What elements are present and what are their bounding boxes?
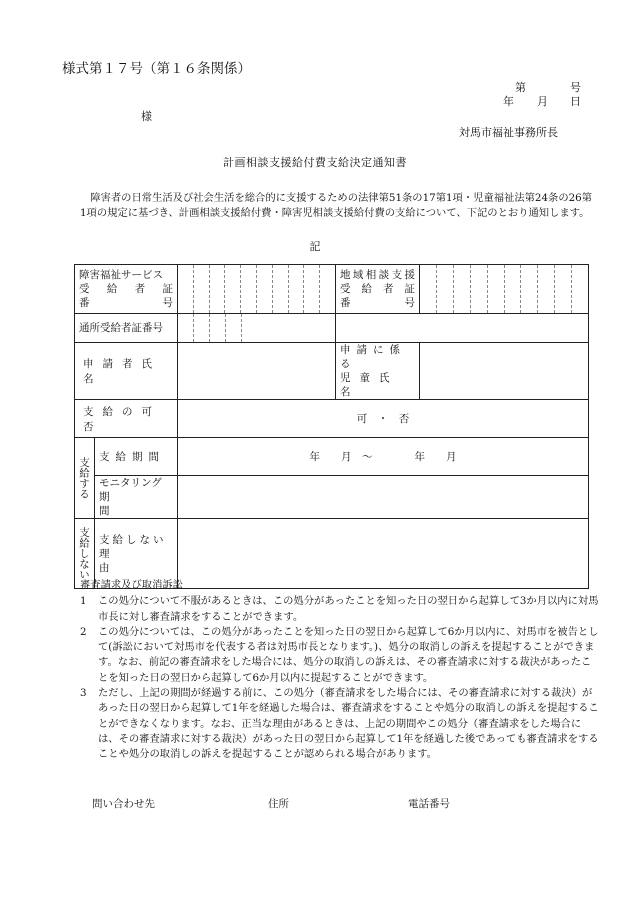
daycare-cert-digits[interactable] — [178, 314, 336, 343]
date-year: 年 — [503, 95, 514, 108]
monitoring-value[interactable] — [178, 476, 589, 519]
decision-table — [74, 264, 589, 589]
applicant-name-label: 申請者氏名 — [75, 343, 178, 400]
appeal-item-number: 2 — [80, 625, 87, 638]
appeal-heading: 審査請求及び取消訴訟 — [80, 579, 183, 591]
grant-group-text: 支給する — [78, 457, 90, 499]
nogrant-group-text: 支給しない — [78, 527, 90, 580]
welfare-cert-digits[interactable] — [178, 265, 336, 314]
appeal-section — [80, 578, 600, 763]
period-row — [75, 438, 589, 476]
address-label: 住所 — [268, 798, 289, 810]
inquiry-label: 問い合わせ先 — [92, 798, 155, 810]
reason-line1: 支給しない — [99, 533, 167, 546]
form-number: 様式第１７号（第１６条関係） — [62, 61, 251, 77]
intro-paragraph: 障害者の日常生活及び社会生活を総合的に支援するための法律第51条の17第1項・児童福祉法第24条の26第1項の規定に基づき、計画相談支援給付費・障害児相談支援給付費の支給について、下記のとおり通知します。 — [80, 192, 593, 219]
approval-label: 支給の可否 — [75, 400, 178, 438]
issuer: 対馬市福祉事務所長 — [459, 126, 558, 139]
monitoring-label — [95, 476, 178, 519]
monitoring-line2: 期間 — [99, 491, 146, 517]
community-cert-line1: 地 域 相 談 支 援 — [340, 269, 415, 281]
child-name-value[interactable] — [420, 343, 589, 400]
document-title: 計画相談支援給付費支給決定通知書 — [223, 156, 407, 169]
appeal-item-number: 3 — [80, 687, 87, 700]
monitoring-line1: モニタリング — [99, 477, 162, 489]
welfare-cert-line3: 番 号 — [79, 297, 173, 309]
period-label: 支給期間 — [95, 438, 178, 476]
applicant-name-value[interactable] — [178, 343, 336, 400]
ki-marker: 記 — [309, 240, 321, 253]
reason-line2: 理由 — [99, 547, 146, 574]
cert-number-row — [75, 265, 589, 314]
daycare-cert-row — [75, 314, 589, 343]
monitoring-row — [75, 476, 589, 519]
date-day: 日 — [570, 95, 581, 108]
appeal-item-number: 1 — [80, 595, 87, 608]
number-go: 号 — [570, 81, 581, 94]
daycare-cert-label: 通所受給者証番号 — [75, 314, 178, 343]
welfare-cert-line1: 障害福祉サービス — [79, 269, 163, 281]
approval-row — [75, 400, 589, 438]
number-dai: 第 — [515, 81, 526, 94]
appeal-item — [80, 594, 600, 625]
community-cert-line2: 受 給 者 証 — [340, 283, 415, 295]
date-month: 月 — [537, 95, 548, 108]
appeal-item — [80, 686, 600, 762]
daycare-cert-blank — [336, 314, 589, 343]
phone-label: 電話番号 — [408, 798, 450, 810]
applicant-row — [75, 343, 589, 400]
welfare-cert-label — [75, 265, 178, 314]
welfare-cert-line2: 受 給 者 証 — [79, 283, 173, 295]
child-name-label — [336, 343, 420, 400]
approval-value[interactable]: 可 ・ 否 — [178, 400, 589, 438]
child-name-line1: 申請に係る — [340, 344, 406, 370]
recipient-suffix: 様 — [141, 110, 152, 123]
appeal-item-text: この処分について不服があるときは、この処分があったことを知った日の翌日から起算して3か月以内に対馬市長に対し審査請求をすることができます。 — [98, 595, 599, 623]
child-name-line2: 児童氏名 — [340, 372, 399, 398]
community-cert-label — [336, 265, 420, 314]
appeal-item — [80, 625, 600, 686]
community-cert-digits[interactable] — [420, 265, 589, 314]
community-cert-line3: 番 号 — [340, 297, 415, 309]
appeal-item-text: ただし、上記の期間が経過する前に、この処分（審査請求をした場合には、その審査請求に対する裁決）があった日の翌日から起算して1年を経過した場合は、審査請求をすることや処分の取消しの訴えを提起することができなくなります。なお、正当な理由があるときは、上記の期間やこの処分（審査請求をした場合には、その審査請求に対する裁決）があった日の翌日から起算して1年を経過した後であっても審査請求をすることや処分の取消しの訴えを提起することが認められる場合があります。 — [98, 687, 599, 761]
grant-group-label — [75, 438, 95, 519]
period-value[interactable]: 年 月 ～ 年 月 — [178, 438, 589, 476]
appeal-item-text: この処分については、この処分があったことを知った日の翌日から起算して6か月以内に、対馬市を被告として(訴訟において対馬市を代表する者は対馬市長となります。)、処分の取消しの訴えを提起することができます。なお、前記の審査請求をした場合には、処分の取消しの訴えは、その審査請求に対する裁決があったことを知った日の翌日から起算して6か月以内に提起することができます。 — [98, 625, 599, 684]
